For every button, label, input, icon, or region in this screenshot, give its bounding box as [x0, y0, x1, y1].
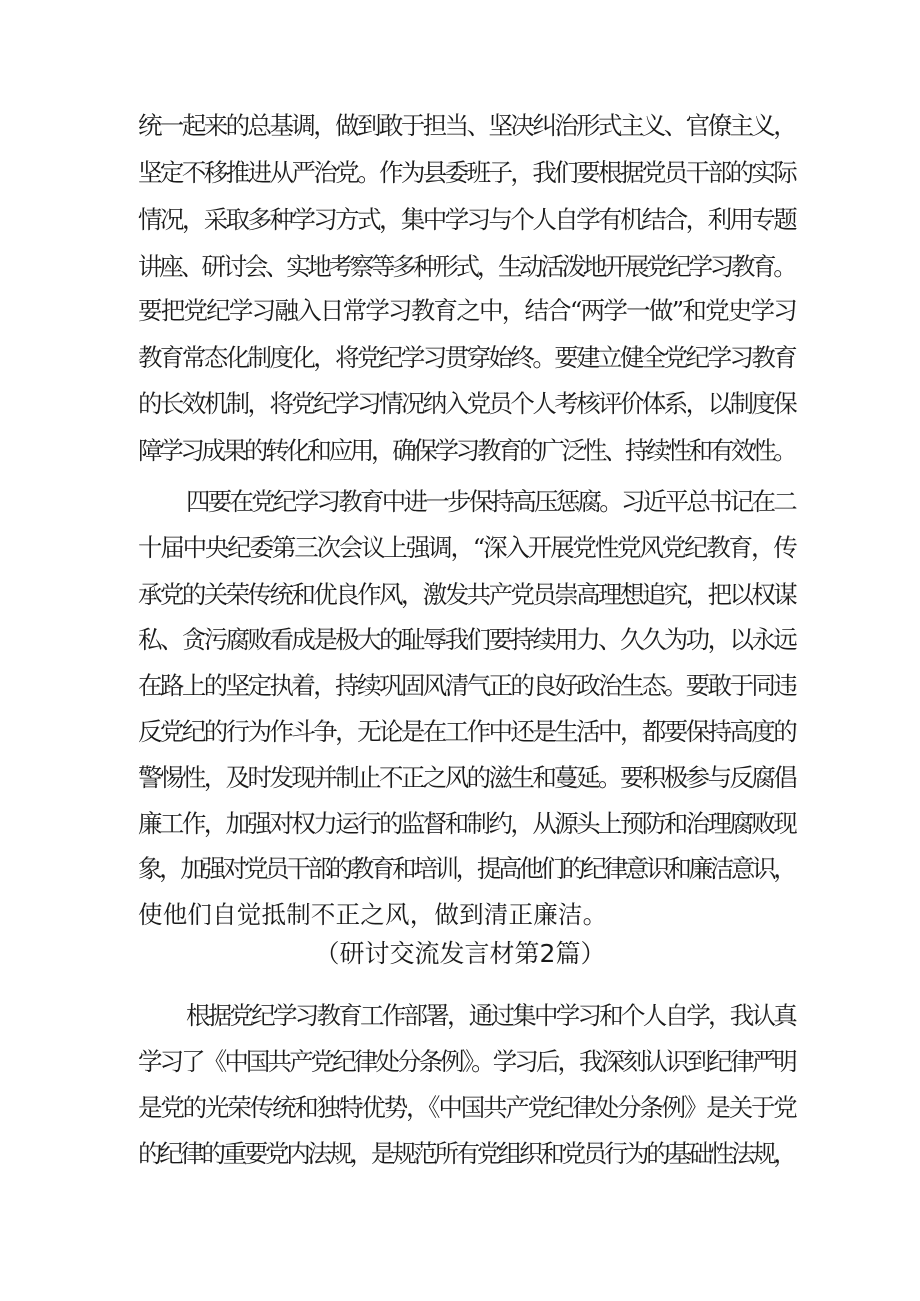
paragraph-line: 讲座、研讨会、实地考察等多种形式，生动活泼地开展党纪学习教育。: [138, 252, 795, 281]
paragraph-line: 要把党纪学习融入日常学习教育之中，结合“两学一做”和党史学习: [138, 296, 797, 325]
paragraph-line: 四要在党纪学习教育中进一步保持高压惩腐。习近平总书记在二: [186, 487, 796, 516]
paragraph-line: 在路上的坚定执着，持续巩固风清气正的良好政治生态。要敢于同违: [138, 671, 796, 700]
paragraph-line: 廉工作，加强对权力运行的监督和制约，从源头上预防和治理腐败现: [138, 809, 796, 838]
paragraph-line: 是党的光荣传统和独特优势，《中国共产党纪律处分条例》是关于党: [138, 1093, 796, 1122]
paragraph-line: 的纪律的重要党内法规，是规范所有党组织和党员行为的基础性法规，: [138, 1139, 795, 1168]
paragraph-line: 警惕性，及时发现并制止不正之风的滋生和蔓延。要积极参与反腐倡: [138, 763, 796, 792]
paragraph-line: 象，加强对党员干部的教育和培训，提高他们的纪律意识和廉洁意识，: [138, 854, 795, 883]
paragraph-line: 十届中央纪委第三次会议上强调，“深入开展党性党风党纪教育，传: [138, 533, 796, 562]
paragraph-line: 情况，采取多种学习方式，集中学习与个人自学有机结合，利用专题: [138, 205, 796, 234]
paragraph-line: 学习了《中国共产党纪律处分条例》。学习后，我深刻认识到纪律严明: [138, 1047, 795, 1076]
paragraph-line: 障学习成果的转化和应用，确保学习教育的广泛性、持续性和有效性。: [138, 436, 795, 465]
paragraph-line: 教育常态化制度化，将党纪学习贯穿始终。要建立健全党纪学习教育: [138, 343, 796, 372]
paragraph-line: 坚定不移推进从严治党。作为县委班子，我们要根据党员干部的实际: [138, 158, 796, 187]
paragraph-line: 反党纪的行为作斗争，无论是在工作中还是生活中，都要保持高度的: [138, 717, 796, 746]
paragraph-line: 私、贪污腐败看成是极大的耻辱我们要持续用力、久久为功，以永远: [138, 625, 796, 654]
section-heading: （研讨交流发言材第2篇）: [314, 939, 606, 968]
paragraph-line: 使他们自觉抵制不正之风，做到清正廉洁。: [138, 900, 608, 929]
paragraph-line: 统一起来的总基调，做到敢于担当、坚决纠治形式主义、官僚主义，: [138, 111, 796, 140]
paragraph-line: 的长效机制，将党纪学习情况纳入党员个人考核评价体系，以制度保: [138, 389, 796, 418]
paragraph-line: 承党的关荣传统和优良作风，激发共产党员崇高理想追究，把以权谋: [138, 580, 796, 609]
paragraph-line: 根据党纪学习教育工作部署，通过集中学习和个人自学，我认真: [186, 1001, 796, 1030]
